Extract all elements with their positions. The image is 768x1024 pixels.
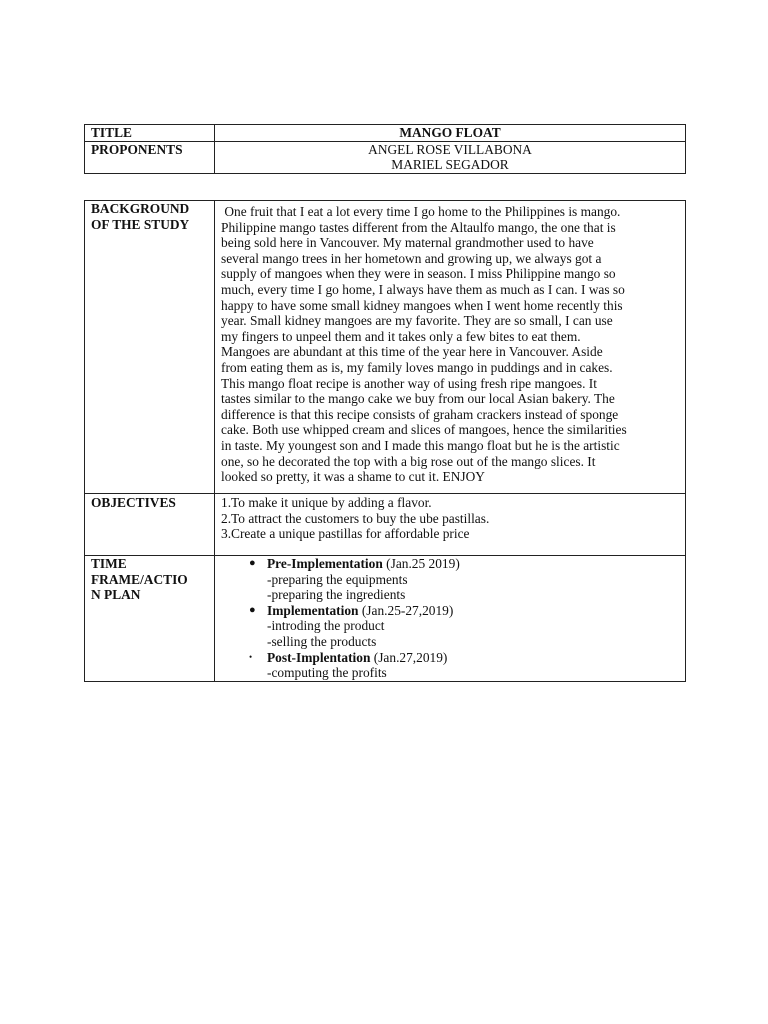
background-line: in taste. My youngest son and I made this mango float but he is the artistic: [221, 437, 620, 453]
timeframe-label-line: N PLAN: [91, 587, 141, 603]
title-label: TITLE: [85, 125, 215, 142]
mango-float-title: MANGO FLOAT: [399, 125, 501, 140]
background-label-line: BACKGROUND: [91, 201, 190, 216]
background-line: my fingers to unpeel them and it takes only a few bites to eat them.: [221, 328, 581, 344]
phase-task: -preparing the ingredients: [267, 587, 406, 603]
objective-item: 2.To attract the customers to buy the ube pastillas.: [221, 510, 490, 526]
background-line: Philippine mango tastes different from the Altaulfo mango, the one that is: [221, 219, 616, 235]
phase-date: (Jan.25 2019): [382, 556, 460, 571]
background-line: difference is that this recipe consists of graham crackers instead of sponge: [221, 406, 619, 422]
timeframe-row: [85, 556, 686, 682]
phase-task: -computing the profits: [267, 665, 387, 681]
background-line: This mango float recipe is another way of using fresh ripe mangoes. It: [221, 375, 597, 391]
background-label: [85, 201, 215, 494]
objectives-list: [215, 494, 686, 556]
phase-task: -preparing the equipments: [267, 571, 408, 587]
timeframe-label-line: FRAME/ACTIO: [91, 571, 188, 587]
objective-item: 3.Create a unique pastillas for affordable price: [221, 526, 470, 542]
phase-name: Implementation: [267, 602, 359, 618]
background-line: from eating them as is, my family loves mango in puddings and in cakes.: [221, 359, 613, 375]
objective-item: 1.To make it unique by adding a flavor.: [221, 495, 432, 510]
phase-item: [221, 650, 679, 666]
phase-item: [221, 556, 679, 572]
title-table: [84, 124, 686, 174]
phase-task: -selling the products: [267, 633, 377, 649]
bullet-icon: •: [249, 651, 253, 662]
bullet-icon: ●: [249, 557, 256, 569]
title-value: [215, 125, 686, 142]
phase-name: Post-Implentation: [267, 649, 371, 665]
title-row: [85, 125, 686, 142]
background-row: [85, 201, 686, 494]
background-line: Mangoes are abundant at this time of the year here in Vancouver. Aside: [221, 344, 603, 360]
phase-name: Pre-Implementation: [267, 556, 383, 571]
background-label-line: OF THE STUDY: [91, 216, 190, 232]
timeframe-label-line: TIME: [91, 556, 127, 571]
objectives-label: OBJECTIVES: [85, 494, 215, 556]
background-line: several mango trees in her hometown and growing up, we always got a: [221, 250, 602, 266]
background-line: much, every time I go home, I always have them as much as I can. I was so: [221, 281, 625, 297]
background-text: [215, 201, 686, 494]
phase-task: -introding the product: [267, 618, 385, 634]
background-line: looked so pretty, it was a shame to cut it. ENJOY: [221, 469, 485, 485]
background-line: year. Small kidney mangoes are my favorite. They are so small, I can use: [221, 313, 613, 329]
timeframe-label: [85, 556, 215, 682]
background-line: supply of mangoes when they were in season. I miss Philippine mango so: [221, 266, 616, 282]
background-line: tastes similar to the mango cake we buy from our local Asian bakery. The: [221, 391, 615, 407]
phase-date: (Jan.25-27,2019): [358, 602, 454, 618]
proponents-value: [215, 141, 686, 173]
phase-date: (Jan.27,2019): [370, 649, 448, 665]
objectives-row: [85, 494, 686, 556]
study-table: [84, 200, 686, 682]
proponents-row: [85, 141, 686, 173]
background-line: happy to have some small kidney mangoes when I went home recently this: [221, 297, 623, 313]
proponent-name: ANGEL ROSE VILLABONA: [368, 141, 532, 157]
bullet-icon: ●: [249, 603, 256, 616]
background-line: One fruit that I eat a lot every time I go home to the Philippines is mango.: [221, 204, 621, 219]
background-line: being sold here in Vancouver. My maternal grandmother used to have: [221, 235, 594, 251]
action-plan: [215, 556, 686, 682]
background-line: cake. Both use whipped cream and slices of mangoes, hence the similarities: [221, 422, 627, 438]
phase-item: [221, 603, 679, 619]
background-line: one, so he decorated the top with a big rose out of the mango slices. It: [221, 453, 596, 469]
proponents-label: PROPONENTS: [85, 141, 215, 173]
proponent-name: MARIEL SEGADOR: [391, 157, 509, 173]
